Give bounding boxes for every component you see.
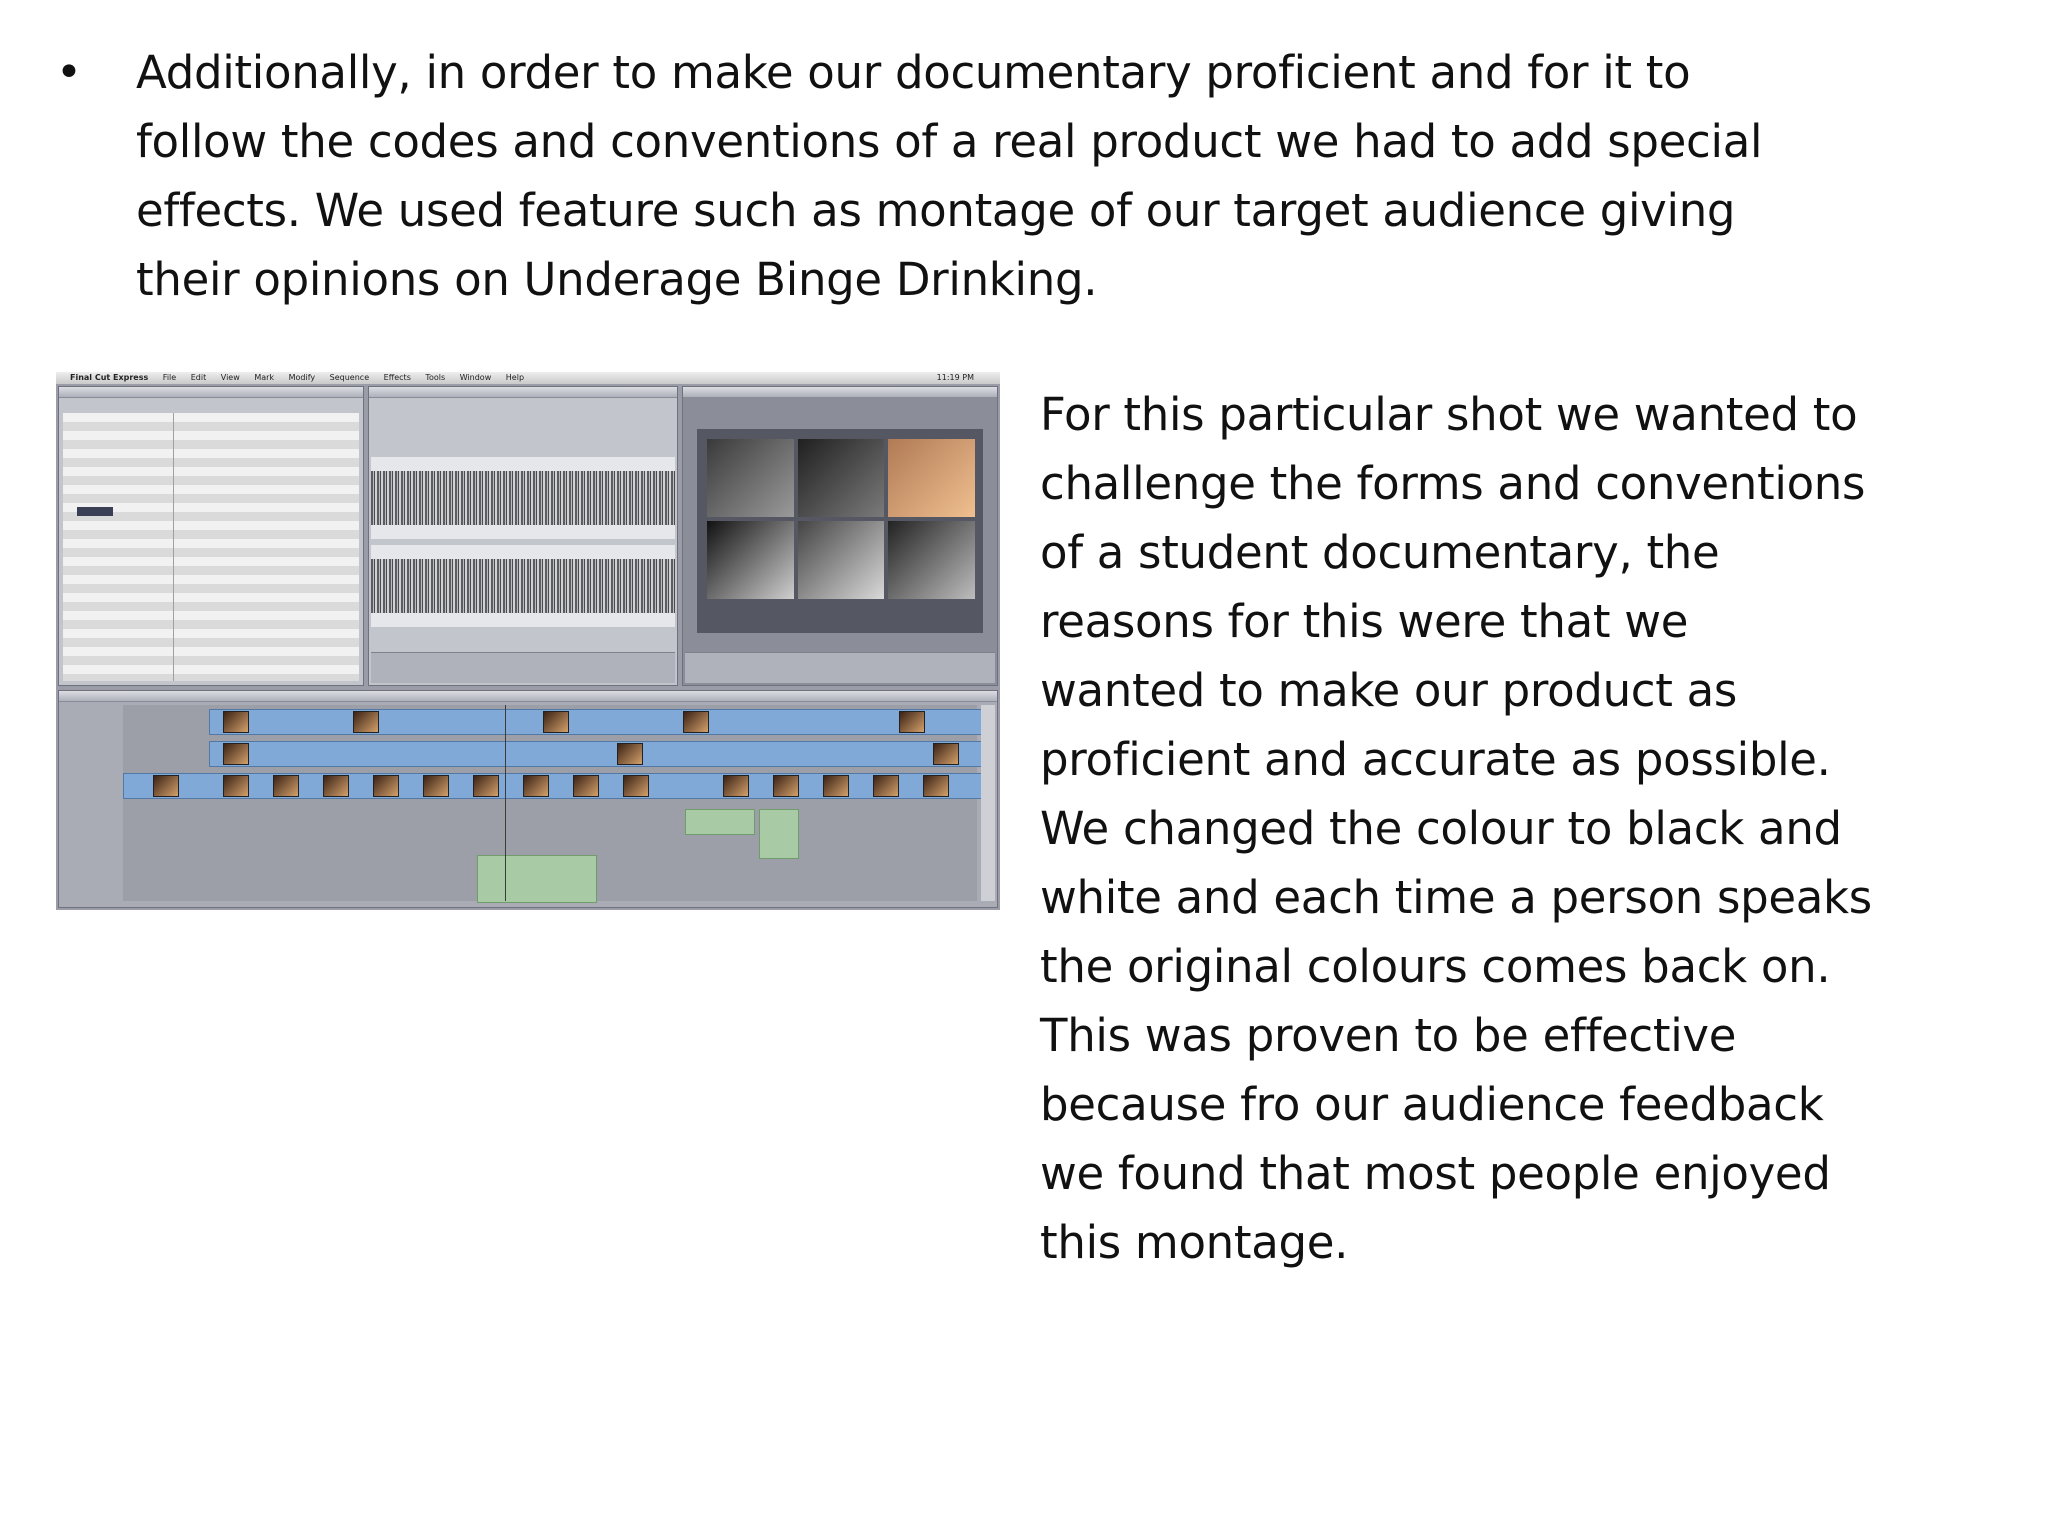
description-line: For this particular shot we wanted to (1040, 388, 1858, 441)
menu-item: View (220, 373, 240, 382)
clip-thumbnail (723, 775, 749, 797)
editor-screenshot (56, 372, 1000, 910)
description-line: wanted to make our product as (1040, 664, 1737, 717)
video-track (123, 739, 977, 769)
viewer-panel (368, 386, 678, 686)
bullet-marker: • (56, 47, 82, 98)
menu-app-name: Final Cut Express (70, 373, 149, 382)
bullet-point (56, 38, 1956, 314)
menu-item: Help (505, 373, 525, 382)
clip-thumbnail (873, 775, 899, 797)
bullet-text (136, 38, 1896, 314)
video-track (123, 771, 977, 801)
canvas-transport-controls (685, 652, 995, 683)
clip-thumbnail (223, 743, 249, 765)
clip-thumbnail (923, 775, 949, 797)
clip-thumbnail (773, 775, 799, 797)
menu-item: Mark (254, 373, 275, 382)
menu-item: Modify (288, 373, 316, 382)
montage-face-image (707, 439, 794, 517)
description-line: of a student documentary, the (1040, 526, 1720, 579)
montage-face-image (798, 521, 885, 599)
audio-clip (685, 809, 755, 835)
bullet-line: their opinions on Underage Binge Drinking. (136, 253, 1098, 306)
video-clip (209, 741, 991, 767)
montage-face-image (798, 439, 885, 517)
audio-waveform (371, 545, 675, 627)
clip-thumbnail (373, 775, 399, 797)
audio-clip (759, 809, 799, 859)
clip-thumbnail (273, 775, 299, 797)
description-line: We changed the colour to black and (1040, 802, 1842, 855)
clip-thumbnail (899, 711, 925, 733)
menu-item: File (162, 373, 177, 382)
bullet-line: effects. We used feature such as montage of our target audience giving (136, 184, 1736, 237)
clip-thumbnail (523, 775, 549, 797)
menu-clock: 11:19 PM (936, 373, 974, 382)
clip-thumbnail (617, 743, 643, 765)
browser-file-list (63, 413, 359, 681)
menu-item: Tools (425, 373, 446, 382)
timeline-tracks (123, 705, 977, 901)
clip-thumbnail (223, 711, 249, 733)
description-line: white and each time a person speaks (1040, 871, 1872, 924)
browser-panel (58, 386, 364, 686)
menu-item: Sequence (329, 373, 370, 382)
description-line: the original colours comes back on. (1040, 940, 1831, 993)
menu-bar (56, 372, 1000, 384)
browser-title-bar (59, 387, 363, 398)
audio-clip (477, 855, 597, 903)
canvas-panel (682, 386, 998, 686)
menu-item: Edit (190, 373, 207, 382)
clip-thumbnail (623, 775, 649, 797)
clip-thumbnail (823, 775, 849, 797)
description-paragraph (1040, 380, 2000, 1277)
browser-selected-row (77, 507, 113, 516)
montage-frame (707, 439, 975, 599)
clip-thumbnail (473, 775, 499, 797)
clip-thumbnail (323, 775, 349, 797)
description-line: reasons for this were that we (1040, 595, 1689, 648)
viewer-title-bar (369, 387, 677, 398)
video-track (123, 707, 977, 737)
montage-face-image (888, 439, 975, 517)
clip-thumbnail (153, 775, 179, 797)
montage-face-image (707, 521, 794, 599)
clip-thumbnail (683, 711, 709, 733)
video-clip (123, 773, 991, 799)
description-line: we found that most people enjoyed (1040, 1147, 1831, 1200)
clip-thumbnail (933, 743, 959, 765)
video-clip (209, 709, 991, 735)
description-line: proficient and accurate as possible. (1040, 733, 1831, 786)
clip-thumbnail (223, 775, 249, 797)
viewer-transport-controls (371, 652, 675, 683)
timeline-panel (58, 690, 998, 908)
menu-item: Effects (383, 373, 411, 382)
canvas-title-bar (683, 387, 997, 398)
audio-waveform (371, 457, 675, 539)
clip-thumbnail (423, 775, 449, 797)
timeline-title-bar (59, 691, 997, 702)
clip-thumbnail (353, 711, 379, 733)
playhead (505, 705, 506, 901)
bullet-line: Additionally, in order to make our documentary proficient and for it to (136, 46, 1691, 99)
description-line: because fro our audience feedback (1040, 1078, 1824, 1131)
clip-thumbnail (543, 711, 569, 733)
description-line: This was proven to be effective (1040, 1009, 1737, 1062)
clip-thumbnail (573, 775, 599, 797)
description-line: this montage. (1040, 1216, 1349, 1269)
description-line: challenge the forms and conventions (1040, 457, 1866, 510)
timeline-scrollbar (981, 705, 995, 901)
menu-item: Window (459, 373, 492, 382)
bullet-line: follow the codes and conventions of a real product we had to add special (136, 115, 1763, 168)
montage-face-image (888, 521, 975, 599)
